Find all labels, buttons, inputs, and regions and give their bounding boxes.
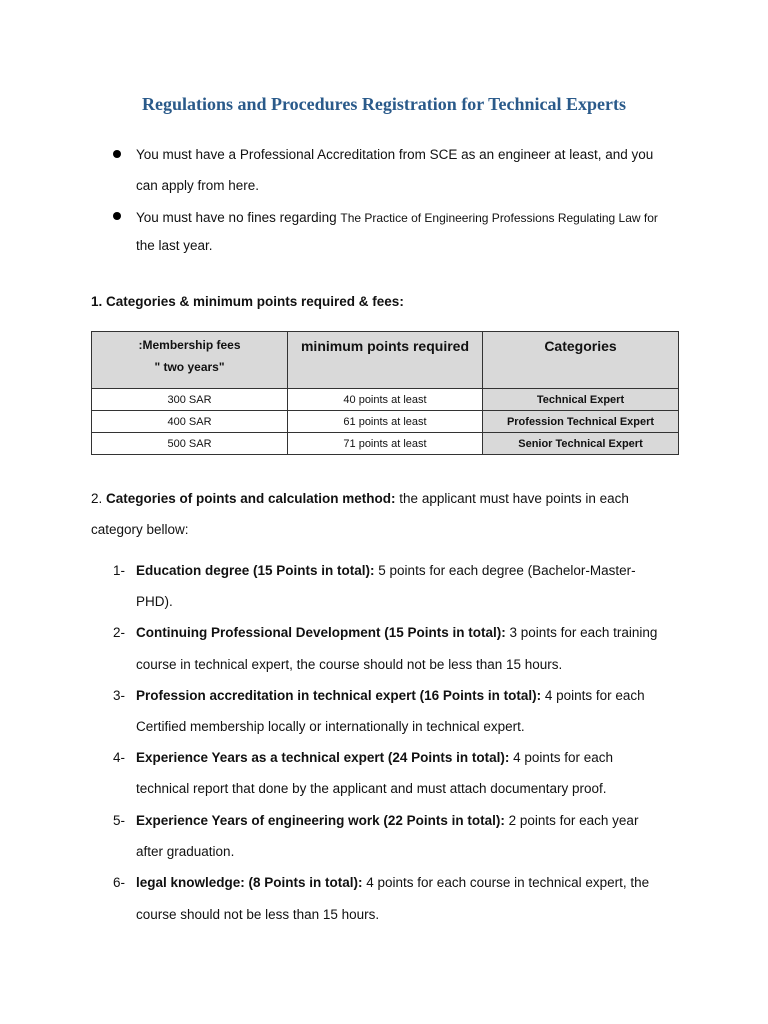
list-item: legal knowledge: (8 Points in total): 4 points for each course in technical expert, the [136,875,650,890]
table-header-row [92,332,679,389]
bullet-2-text: You must have no fines regarding [136,210,341,225]
list-item-continuation: course should not be less than 15 hours. [136,907,380,922]
points-cell: 61 points at least [288,411,483,433]
bullet-1-line-1: You must have a Professional Accreditation from SCE as an engineer at least, and you [136,147,654,162]
section-2-heading: Categories of points and calculation method: [106,491,396,506]
list-item-continuation: Certified membership locally or internationally in technical expert. [136,719,525,734]
header-minimum-points: minimum points required [288,332,483,389]
table-row [92,389,679,411]
fee-cell: 500 SAR [92,433,288,455]
law-name: The Practice of Engineering Professions Regulating Law for [340,211,658,225]
list-item: Experience Years of engineering work (22 Points in total): 2 points for each year [136,813,639,828]
list-item-number: 3- [113,688,126,703]
list-item: Education degree (15 Points in total): 5 points for each degree (Bachelor-Master- [136,563,636,578]
section-2-intro-line-2: category bellow: [91,522,189,537]
list-item: Continuing Professional Development (15 Points in total): 3 points for each training [136,625,658,640]
page-title: Regulations and Procedures Registration for Technical Experts [141,94,626,114]
points-cell: 40 points at least [288,389,483,411]
fee-cell: 400 SAR [92,411,288,433]
list-item-continuation: technical report that done by the applicant and must attach documentary proof. [136,781,607,796]
list-item-number: 2- [113,625,126,640]
bullet-2-line-1 [136,209,658,227]
list-item-number: 1- [113,563,126,578]
bullet-1-line-2: can apply from here. [136,178,260,193]
table-row [92,433,679,455]
list-item: Profession accreditation in technical expert (16 Points in total): 4 points for each [136,688,645,703]
bullet-icon [113,150,121,158]
header-membership-fees: :Membership fees " two years" [92,332,288,389]
section-2-number: 2. [91,491,107,506]
category-cell: Senior Technical Expert [483,433,679,455]
list-item-continuation: after graduation. [136,844,235,859]
list-item: Experience Years as a technical expert (24 Points in total): 4 points for each [136,750,613,765]
section-2-text: the applicant must have points in each [395,491,629,506]
fees-table [91,331,679,455]
list-item-continuation: PHD). [136,594,173,609]
bullet-2-line-2: the last year. [136,238,213,253]
list-item-continuation: course in technical expert, the course should not be less than 15 hours. [136,657,563,672]
list-item-number: 6- [113,875,126,890]
list-item-number: 5- [113,813,126,828]
header-categories: Categories [483,332,679,389]
table-row [92,411,679,433]
section-2-intro [91,490,629,508]
points-cell: 71 points at least [288,433,483,455]
category-cell: Profession Technical Expert [483,411,679,433]
fee-cell: 300 SAR [92,389,288,411]
bullet-icon [113,212,121,220]
list-item-number: 4- [113,750,126,765]
category-cell: Technical Expert [483,389,679,411]
section-1-heading: 1. Categories & minimum points required & fees: [91,294,404,309]
